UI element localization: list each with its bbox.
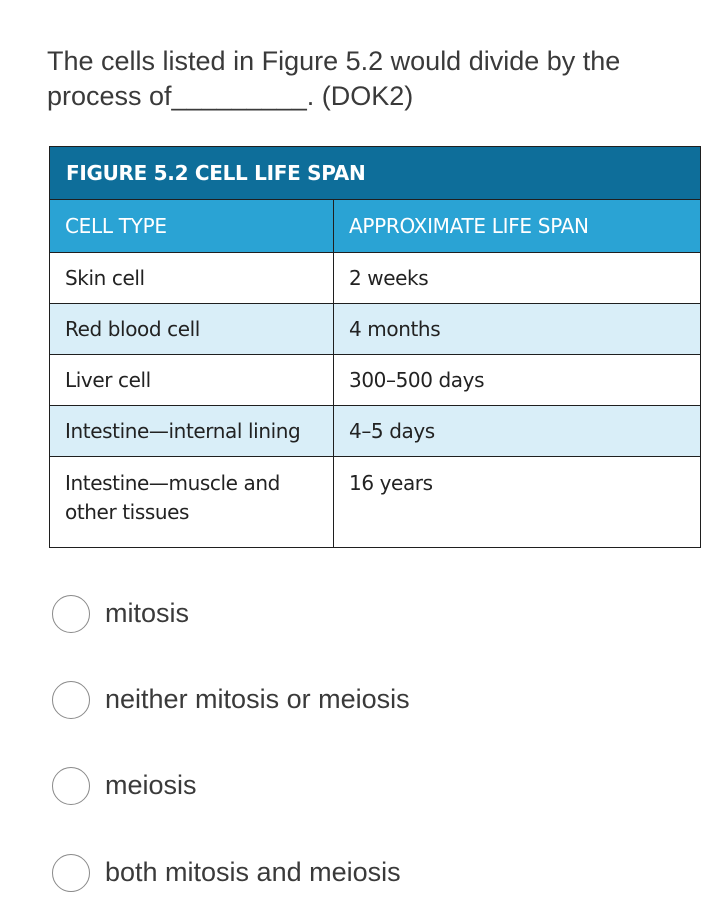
option-neither[interactable]	[52, 677, 692, 721]
life-span-value: 4 months	[334, 304, 701, 355]
table-row	[50, 355, 701, 406]
option-label[interactable]: mitosis	[105, 598, 190, 628]
option-both[interactable]	[52, 850, 692, 894]
cell-type-value: Skin cell	[50, 253, 334, 304]
cell-type-value: Liver cell	[50, 355, 334, 406]
radio-button[interactable]	[52, 767, 90, 805]
life-span-value: 2 weeks	[334, 253, 701, 304]
option-label[interactable]: meiosis	[105, 770, 197, 800]
header-life-span: APPROXIMATE LIFE SPAN	[334, 200, 701, 253]
life-span-value: 300–500 days	[334, 355, 701, 406]
table-row	[50, 253, 701, 304]
question-text: The cells listed in Figure 5.2 would divide by the process of_________. (DOK2)	[47, 46, 621, 111]
life-span-value: 4–5 days	[334, 406, 701, 457]
radio-button[interactable]	[52, 595, 90, 633]
figure-caption: FIGURE 5.2 CELL LIFE SPAN	[50, 147, 701, 200]
option-label[interactable]: both mitosis and meiosis	[105, 857, 401, 887]
option-label[interactable]: neither mitosis or meiosis	[105, 684, 410, 714]
table-row	[50, 406, 701, 457]
option-mitosis[interactable]	[52, 591, 692, 635]
table-row	[50, 304, 701, 355]
cell-type-value: Intestine—internal lining	[50, 406, 334, 457]
option-meiosis[interactable]	[52, 763, 692, 807]
radio-button[interactable]	[52, 681, 90, 719]
header-cell-type: CELL TYPE	[50, 200, 334, 253]
radio-button[interactable]	[52, 854, 90, 892]
cell-life-span-table	[49, 146, 701, 548]
cell-type-value: Intestine—muscle and other tissues	[50, 457, 334, 548]
life-span-value: 16 years	[334, 457, 701, 548]
table-row	[50, 457, 701, 548]
cell-type-value: Red blood cell	[50, 304, 334, 355]
